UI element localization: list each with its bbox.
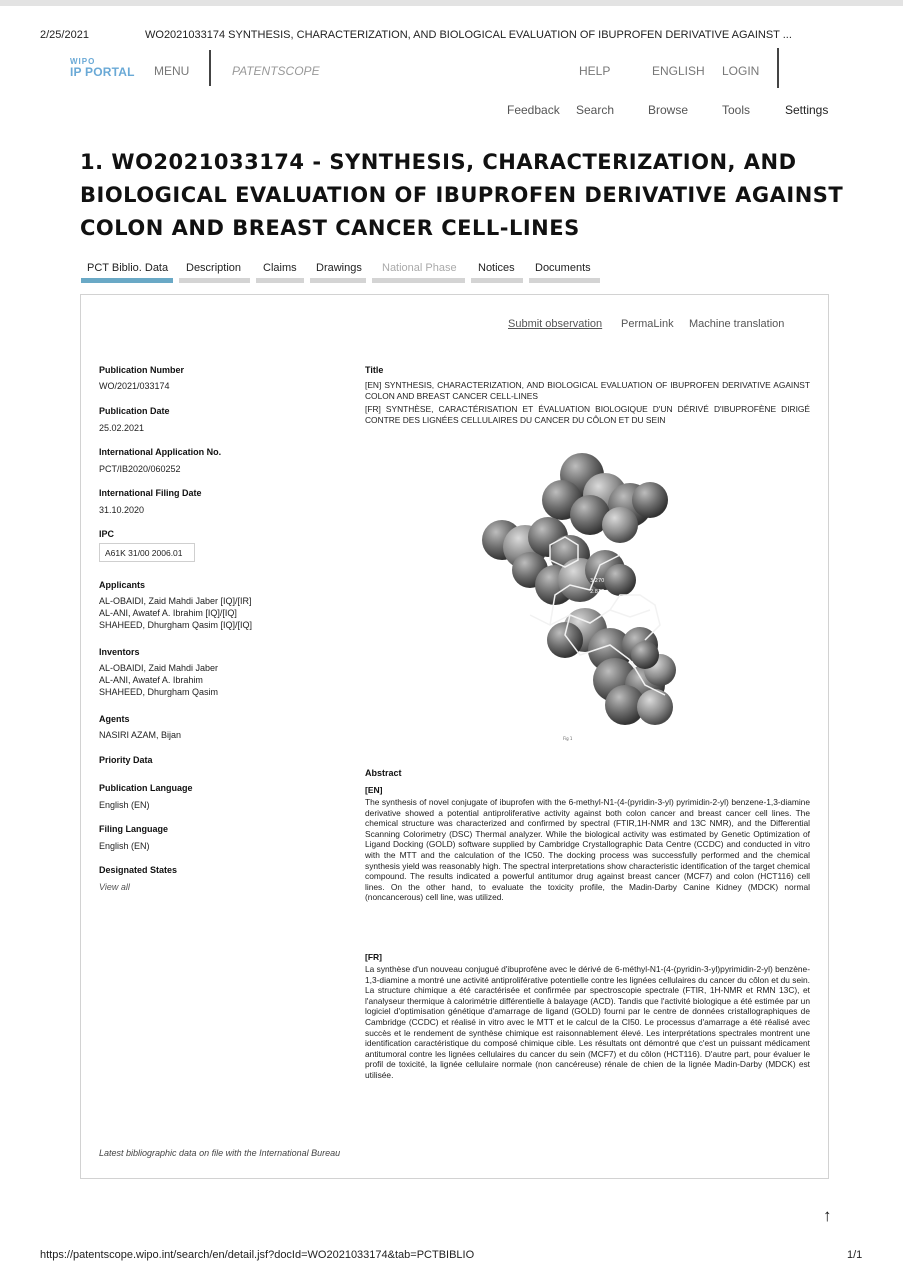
tab-notices[interactable]: Notices xyxy=(478,262,515,274)
logo-portal-text: IP PORTAL xyxy=(70,65,135,79)
filing-date-label: International Filing Date xyxy=(99,488,202,498)
settings-link[interactable]: Settings xyxy=(785,103,829,117)
submit-observation-link[interactable]: Submit observation xyxy=(508,318,603,330)
tab-claims[interactable]: Claims xyxy=(263,262,297,274)
filing-language: English (EN) xyxy=(99,841,150,851)
top-strip xyxy=(0,0,903,6)
tab-indicator xyxy=(471,278,523,283)
filing-language-label: Filing Language xyxy=(99,824,168,834)
applicant: AL-ANI, Awatef A. Ibrahim [IQ]/[IQ] xyxy=(99,608,237,618)
print-title: WO2021033174 SYNTHESIS, CHARACTERIZATION, AND BIOLOGICAL EVALUATION OF IBUPROFEN DERIVATIVE AGAINST ... xyxy=(145,29,792,41)
publication-language-label: Publication Language xyxy=(99,783,193,793)
agent: NASIRI AZAM, Bijan xyxy=(99,730,182,740)
abstract-label: Abstract xyxy=(365,768,402,778)
wipo-ip-portal-logo[interactable] xyxy=(70,58,140,78)
abstract-fr-tag: [FR] xyxy=(365,952,382,962)
tools-link[interactable]: Tools xyxy=(722,103,751,117)
publication-language: English (EN) xyxy=(99,800,150,810)
logo-wipo-text: WIPO xyxy=(70,57,96,66)
permalink-link[interactable]: PermaLink xyxy=(621,318,674,330)
applicants-label: Applicants xyxy=(99,580,146,590)
publication-number-label: Publication Number xyxy=(99,365,185,375)
scroll-to-top-icon[interactable]: ↑ xyxy=(823,1206,832,1225)
menu-button[interactable]: MENU xyxy=(154,64,190,78)
machine-translation-link[interactable]: Machine translation xyxy=(689,318,785,330)
tab-national-phase[interactable]: National Phase xyxy=(382,262,457,274)
distance-label: 3.270 xyxy=(590,578,605,584)
application-number[interactable]: PCT/IB2020/060252 xyxy=(99,464,181,474)
tab-bar xyxy=(0,262,903,288)
print-date: 2/25/2021 xyxy=(40,29,89,41)
search-link[interactable]: Search xyxy=(576,103,615,117)
tab-pct-biblio[interactable]: PCT Biblio. Data xyxy=(87,262,169,274)
title-en: [EN] SYNTHESIS, CHARACTERIZATION, AND BIOLOGICAL EVALUATION OF IBUPROFEN DERIVATIVE AGAINST COLON AND BREAST CANCER CELL-LINES xyxy=(365,380,810,401)
priority-data-label: Priority Data xyxy=(99,755,153,765)
publication-number: WO/2021/033174 xyxy=(99,381,170,391)
print-footer-url: https://patentscope.wipo.int/search/en/detail.jsf?docId=WO2021033174&tab=PCTBIBLIO xyxy=(40,1249,475,1261)
applicant: AL-OBAIDI, Zaid Mahdi Jaber [IQ]/[IR] xyxy=(99,596,252,606)
help-link[interactable]: HELP xyxy=(579,64,611,78)
tab-description[interactable]: Description xyxy=(186,262,242,274)
filing-date: 31.10.2020 xyxy=(99,505,145,515)
inventor: AL-OBAIDI, Zaid Mahdi Jaber xyxy=(99,663,219,673)
feedback-link[interactable]: Feedback xyxy=(507,103,560,117)
tab-indicator xyxy=(310,278,366,283)
ipc-label: IPC xyxy=(99,529,115,539)
page-title: 1. WO2021033174 - SYNTHESIS, CHARACTERIZATION, AND BIOLOGICAL EVALUATION OF IBUPROFEN DERIVATIVE AGAINST COLON AND BREAST CANCER CELL-LINES xyxy=(80,150,844,240)
print-footer-page: 1/1 xyxy=(847,1249,863,1261)
tab-documents[interactable]: Documents xyxy=(535,262,591,274)
tab-indicator xyxy=(372,278,465,283)
abstract-en-tag: [EN] xyxy=(365,785,383,795)
patentscope-link[interactable]: PATENTSCOPE xyxy=(232,64,320,78)
inventor: AL-ANI, Awatef A. Ibrahim xyxy=(99,675,203,685)
inventors-label: Inventors xyxy=(99,647,140,657)
publication-date: 25.02.2021 xyxy=(99,423,145,433)
molecule-figure[interactable] xyxy=(470,445,690,745)
tab-indicator xyxy=(256,278,304,283)
inventor: SHAHEED, Dhurgham Qasim xyxy=(99,687,219,697)
agents-label: Agents xyxy=(99,714,130,724)
nav-divider xyxy=(209,50,211,86)
ipc-code[interactable]: A61K 31/00 2006.01 xyxy=(99,543,195,562)
publication-date-label: Publication Date xyxy=(99,406,170,416)
latest-data-note: Latest bibliographic data on file with the International Bureau xyxy=(99,1148,341,1158)
application-number-label: International Application No. xyxy=(99,447,222,457)
title-label: Title xyxy=(365,365,384,375)
browse-link[interactable]: Browse xyxy=(648,103,689,117)
figure-caption: Fig 1 xyxy=(563,736,573,741)
abstract-en: The synthesis of novel conjugate of ibuprofen with the 6-methyl-N1-(4-(pyridin-3-yl) pyrimidin-2-yl) benzene-1,3-diamine derivative showed a potential antiproliferative activity against both colon cancer and breast cancer cell lines. The chemical structure was characterized and confirmed by spectral (FTIR,1H-NMR and 13C NMR), and the Differential Scanning Colorimetry (DSC) Thermal analyzer. While the biological activity was estimated by Genetic Optimization of Ligand Docking (GOLD) software supplied by Cambridge Crystallographic Data Centre (CCDC) and conducted in vitro with the MTT and the calculation of the IC50. The docking process was successfully performed and the chemical synthesis yield was reasonably high. The spectral interpretations show characteristic identification of the target chemical compound. The results indicated a powerful antitumor drug against breast cancer (MCF7) and colon (HCT116) cell lines. On the other hand, to evaluate the toxicity profile, the Madin-Darby Canine Kidney (MDCK) normal (noncancerous) cell line, was utilized. xyxy=(365,797,810,903)
tab-drawings[interactable]: Drawings xyxy=(316,262,362,274)
tab-indicator xyxy=(529,278,600,283)
nav-divider-right xyxy=(777,48,779,88)
designated-states-label: Designated States xyxy=(99,865,178,875)
title-fr: [FR] SYNTHÈSE, CARACTÉRISATION ET ÉVALUATION BIOLOGIQUE D'UN DÉRIVÉ D'IBUPROFÈNE DIRIGÉ CONTRE DES LIGNÉES CELLULAIRES DU CANCER DU CÔLON ET DU SEIN xyxy=(365,404,810,425)
view-all-link[interactable]: View all xyxy=(99,882,130,892)
language-selector[interactable]: ENGLISH xyxy=(652,64,705,78)
distance-label: 2.818 xyxy=(590,589,605,595)
abstract-fr: La synthèse d'un nouveau conjugué d'ibuprofène avec le dérivé de 6-méthyl-N1-(4-(pyridin-3-yl)pyrimidin-2-yl) benzène-1,3-diamine a montré une activité antiproliférative potentielle contre les lignées cellulaires du cancer du côlon et du sein. La structure chimique a été caractérisée et confirmée par spectroscopie spectrale (FTIR, 1H-NMR et RMN 13C), et l'analyseur thermique à calorimétrie différentielle à balayage (ACD). Tandis que l'activité biologique a été estimée par un logiciel d'optimisation génétique d'amarrage de ligand (GOLD) fourni par le centre de données cristallographiques de Cambridge (CCDC) et réalisé in vitro avec le MTT et le calcul de la CI50. Le processus d'amarrage a été réalisé avec succès et le rendement de synthèse chimique est raisonnablement élevé. Les interprétations spectrales montrent une identification caractéristique du composé chimique cible. Les résultats ont démontré que c'est un puissant médicament antitumoral contre les lignées cellulaires du cancer du sein (MCF7) et du côlon (HCT116). D'autre part, pour évaluer le profil de toxicité, la lignée cellulaire normale (non cancéreuse) rénale de chien de la lignée Madin-Darby (MDCK) est utilisée. xyxy=(365,964,810,1080)
tab-indicator-active xyxy=(81,278,173,283)
atom-cluster-bottom xyxy=(547,608,676,725)
applicant: SHAHEED, Dhurgham Qasim [IQ]/[IQ] xyxy=(99,620,253,630)
login-link[interactable]: LOGIN xyxy=(722,64,760,78)
tab-indicator xyxy=(179,278,250,283)
